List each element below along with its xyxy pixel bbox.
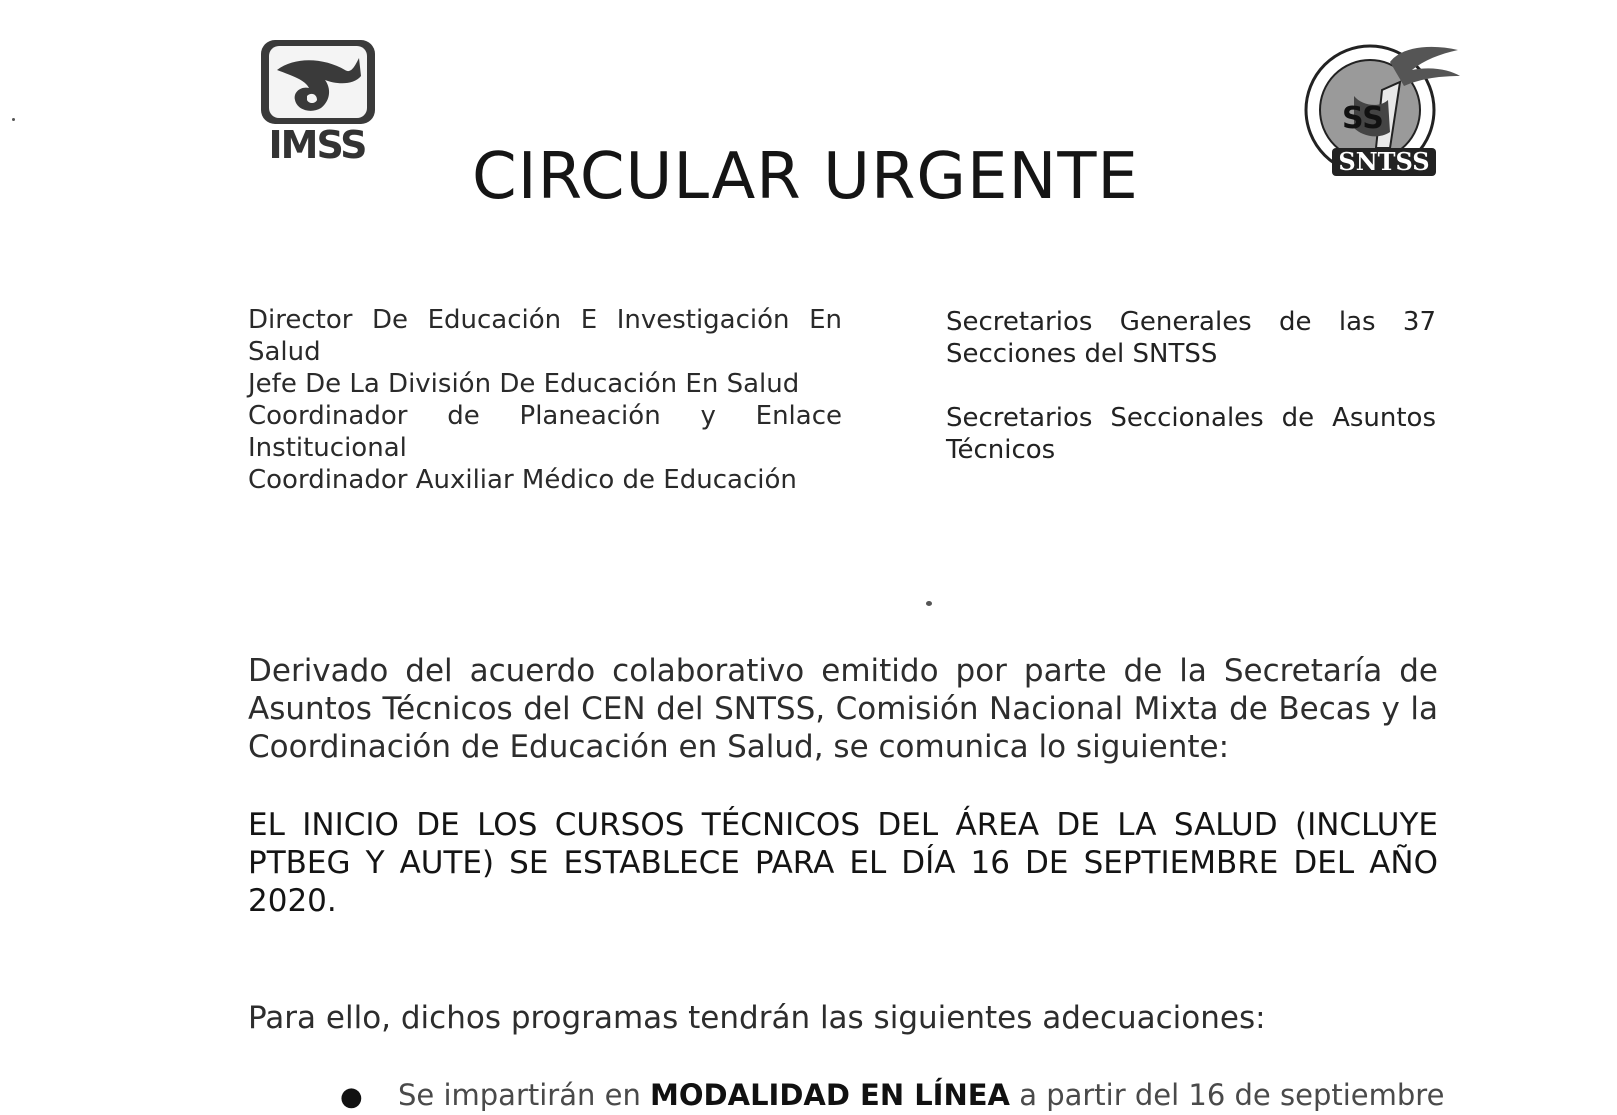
recipient-secretarios-seccionales: Secretarios Seccionales de Asuntos Técnicos [946, 403, 1436, 465]
sntss-logo [1292, 36, 1462, 186]
intro-paragraph: Derivado del acuerdo colaborativo emitido por parte de la Secretaría de Asuntos Técnicos del CEN del SNTSS, Comisión Nacional Mixta de Becas y la Coordinación de Educación en Salud, se comunica lo siguiente: [248, 653, 1438, 765]
scan-speck [12, 118, 15, 121]
announcement-paragraph: EL INICIO DE LOS CURSOS TÉCNICOS DEL ÁREA DE LA SALUD (INCLUYE PTBEG Y AUTE) SE ESTABLECE PARA EL DÍA 16 DE SEPTIEMBRE DEL AÑO 2020. [248, 807, 1438, 919]
recipient-jefe: Jefe De La División De Educación En Salud [248, 369, 800, 399]
scan-speck [926, 601, 932, 606]
recipient-coordinador-auxiliar: Coordinador Auxiliar Médico de Educación [248, 465, 797, 495]
recipients-left [248, 304, 842, 496]
bullet-icon: ● [340, 1082, 363, 1112]
bullet-prefix: Se impartirán en [398, 1078, 641, 1112]
recipient-coordinador-planeacion: Coordinador de Planeación y Enlace Institucional [248, 401, 842, 463]
imss-logo-text: IMSS [268, 123, 366, 166]
imss-logo [255, 36, 383, 166]
sntss-seal-inner: SS [1342, 101, 1384, 136]
sntss-logo-text: SNTSS [1338, 147, 1430, 176]
recipient-secretarios-generales: Secretarios Generales de las 37 Secciones del SNTSS [946, 307, 1436, 369]
recipients-right [946, 306, 1436, 498]
list-item [340, 1077, 1445, 1115]
bullet-suffix: a partir del 16 de septiembre [1019, 1078, 1445, 1112]
lead-paragraph: Para ello, dichos programas tendrán las siguientes adecuaciones: [248, 1000, 1266, 1036]
recipient-director: Director De Educación E Investigación En Salud [248, 305, 842, 367]
bullet-emphasis: MODALIDAD EN LÍNEA [650, 1078, 1010, 1112]
document-title: CIRCULAR URGENTE [472, 140, 1139, 214]
